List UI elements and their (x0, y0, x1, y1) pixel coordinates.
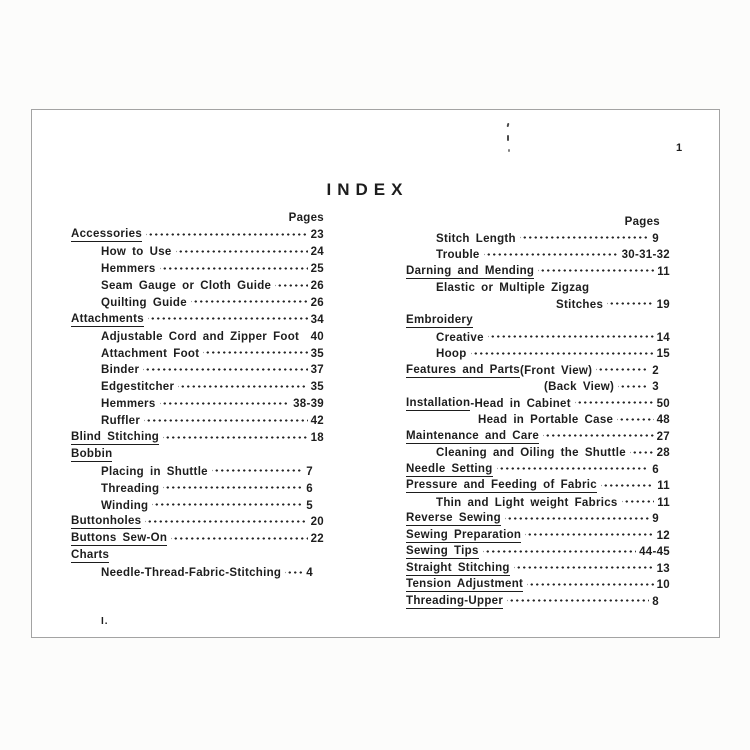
dot-leader (514, 565, 654, 570)
entry-label: Stitch Length (436, 232, 516, 245)
scanned-page (31, 109, 720, 638)
dot-leader (630, 450, 654, 455)
entry-label: Thin and Light weight Fabrics (436, 496, 618, 509)
index-entry (71, 244, 324, 261)
entry-label: Winding (101, 499, 149, 512)
dot-leader (617, 417, 653, 422)
dot-leader (163, 485, 303, 490)
index-entry (406, 231, 670, 248)
entry-page: 50 (656, 397, 670, 410)
entry-page: 5 (306, 499, 313, 512)
dot-leader (275, 283, 307, 288)
entry-label: Pressure and Feeding of Fabric (406, 479, 597, 492)
entry-label: Hemmers (101, 398, 156, 411)
entry-page: 2 (652, 364, 659, 377)
entry-label: Maintenance and Care (406, 429, 540, 442)
index-entry (406, 313, 670, 330)
scan-speck (507, 135, 509, 141)
dot-leader (622, 499, 655, 504)
index-entry (71, 531, 324, 548)
index-entry (71, 294, 324, 311)
entry-label: Embroidery (406, 314, 473, 327)
index-entry (406, 346, 670, 363)
entry-label: Seam Gauge or Cloth Guide (101, 280, 272, 292)
entry-page: 22 (310, 533, 324, 546)
entry-page: 37 (310, 364, 324, 377)
entry-page: 42 (310, 415, 324, 428)
index-entry (406, 577, 670, 594)
dot-leader (178, 384, 307, 389)
entry-page: 23 (310, 229, 324, 242)
entry-label: Creative (436, 331, 484, 344)
index-left-column (71, 210, 324, 582)
entry-label-suffix: (Front View) (519, 364, 593, 377)
entry-label: Adjustable Cord and Zipper Foot (101, 330, 300, 343)
entry-page: 11 (657, 265, 670, 278)
entry-label: Sewing Tips (406, 545, 479, 558)
dot-leader (543, 433, 654, 438)
entry-page: 19 (656, 298, 670, 311)
entry-label: Bobbin (71, 447, 113, 460)
entry-label: Charts (71, 549, 110, 562)
entry-label: Threading-Upper (406, 594, 504, 607)
dot-leader (146, 232, 308, 237)
dot-leader (497, 466, 650, 471)
dot-leader (601, 483, 654, 488)
entry-page: 48 (656, 414, 670, 427)
index-entry (406, 478, 670, 495)
dot-leader (520, 235, 649, 240)
entry-label: Binder (101, 364, 140, 377)
dot-leader (144, 418, 307, 423)
index-entry (71, 311, 324, 328)
page-number: 1 (676, 142, 683, 154)
entry-label: Stitches (556, 298, 604, 311)
entry-page: 6 (652, 463, 659, 476)
index-entry (406, 264, 670, 281)
dot-leader (176, 249, 308, 254)
entry-label: Installation (406, 396, 471, 409)
entry-label: Hoop (436, 348, 467, 361)
entry-page: 9 (652, 232, 659, 245)
index-entry (406, 594, 670, 611)
dot-leader (160, 266, 308, 271)
index-entry (71, 497, 324, 514)
page-title: INDEX (326, 180, 409, 199)
dot-leader (171, 536, 307, 541)
entry-page: 30-31-32 (621, 249, 670, 262)
entry-page: 26 (310, 296, 324, 309)
index-entry (71, 463, 324, 480)
index-entry (406, 396, 670, 413)
entry-label: Darning and Mending (406, 264, 535, 277)
scan-corner-mark: I. (101, 616, 109, 627)
entry-page: 11 (657, 480, 670, 493)
dot-leader (527, 582, 653, 587)
entry-page: 26 (310, 280, 324, 292)
entry-label: Hemmers (101, 263, 156, 276)
dot-leader (607, 301, 653, 306)
entry-page: 3 (652, 381, 659, 394)
dot-leader (145, 519, 307, 524)
entry-page: 35 (310, 347, 324, 360)
entry-page: 40 (310, 330, 324, 343)
entry-page: 15 (656, 348, 670, 361)
entry-page: 34 (310, 313, 324, 326)
index-right-column (406, 214, 670, 610)
entry-page: 44-45 (639, 546, 670, 559)
dot-leader (483, 549, 636, 554)
dot-leader (203, 350, 307, 355)
index-entry (71, 413, 324, 430)
entry-label: Threading (101, 482, 160, 495)
index-entry (71, 548, 324, 565)
entry-page: 38-39 (293, 398, 324, 411)
entry-page: 12 (656, 529, 670, 542)
index-entry (71, 480, 324, 497)
index-entry (406, 462, 670, 479)
entry-page: 13 (656, 562, 670, 575)
entry-label: Quilting Guide (101, 296, 187, 309)
pages-header-label: Pages (624, 216, 660, 229)
entry-label: Tension Adjustment (406, 578, 524, 591)
index-right-entries (406, 231, 670, 611)
entry-page: 14 (656, 331, 670, 344)
entry-label: Elastic or Multiple Zigzag (436, 282, 590, 295)
index-entry (406, 429, 670, 446)
entry-page: 11 (657, 496, 670, 509)
entry-page: 8 (652, 595, 659, 608)
index-entry (406, 330, 670, 347)
dot-leader (148, 316, 308, 321)
index-entry (406, 247, 670, 264)
entry-page: 24 (310, 246, 324, 259)
entry-page: 18 (310, 432, 324, 445)
pages-header-row (71, 210, 324, 227)
dot-leader (596, 367, 649, 372)
dot-leader (285, 570, 303, 575)
index-entry (71, 227, 324, 244)
entry-page: 9 (652, 513, 659, 526)
dot-leader (191, 299, 308, 304)
entry-page: 4 (306, 567, 313, 580)
index-entry (71, 362, 324, 379)
index-entry (406, 363, 670, 380)
dot-leader (152, 502, 303, 507)
dot-leader (488, 334, 654, 339)
pages-header-label: Pages (288, 212, 324, 225)
entry-label: (Back View) (544, 381, 615, 394)
index-entry (71, 345, 324, 362)
index-entry (406, 495, 670, 512)
index-entry (406, 544, 670, 561)
dot-leader (575, 400, 654, 405)
index-entry (406, 445, 670, 462)
dot-leader (538, 268, 654, 273)
index-entry (406, 561, 670, 578)
entry-label: Ruffler (101, 415, 141, 428)
entry-label: Straight Stitching (406, 561, 510, 574)
dot-leader (212, 468, 303, 473)
entry-page: 35 (310, 381, 324, 394)
entry-label: Sewing Preparation (406, 528, 522, 541)
index-entry (406, 511, 670, 528)
entry-label: Needle-Thread-Fabric-Stitching (101, 567, 282, 580)
entry-label: Buttons Sew-On (71, 532, 168, 545)
scan-speck (508, 149, 510, 152)
index-entry (71, 379, 324, 396)
index-entry (406, 297, 670, 314)
entry-label: Attachment Foot (101, 347, 200, 360)
index-entry (71, 446, 324, 463)
dot-leader (505, 516, 649, 521)
index-entry (406, 412, 670, 429)
entry-label: Attachments (71, 312, 144, 325)
entry-label: How to Use (101, 246, 172, 259)
entry-page: 25 (310, 263, 324, 276)
dot-leader (160, 401, 291, 406)
entry-label-suffix: -Head in Cabinet (470, 397, 571, 410)
scan-speck (507, 123, 510, 127)
index-left-entries (71, 227, 324, 582)
entry-label: Trouble (436, 249, 480, 262)
dot-leader (163, 435, 307, 440)
entry-page: 6 (306, 482, 313, 495)
entry-label: Reverse Sewing (406, 512, 501, 525)
index-entry (71, 565, 324, 582)
entry-label: Buttonholes (71, 515, 142, 528)
entry-page: 28 (656, 447, 670, 460)
index-entry (406, 280, 670, 297)
entry-label: Cleaning and Oiling the Shuttle (436, 447, 626, 460)
entry-page: 20 (310, 516, 324, 529)
dot-leader (143, 367, 307, 372)
index-entry (71, 261, 324, 278)
index-entry (406, 379, 670, 396)
entry-label: Head in Portable Case (478, 414, 614, 427)
dot-leader (471, 351, 654, 356)
dot-leader (484, 252, 619, 257)
entry-page: 10 (656, 579, 670, 592)
entry-label: Placing in Shuttle (101, 465, 208, 478)
entry-page: 27 (656, 430, 670, 443)
index-entry (71, 278, 324, 295)
index-entry (71, 396, 324, 413)
entry-label: Features and Parts (406, 363, 520, 376)
entry-label: Blind Stitching (71, 431, 160, 444)
dot-leader (618, 384, 649, 389)
index-entry (71, 430, 324, 447)
pages-header-row (406, 214, 670, 231)
entry-label: Accessories (71, 228, 143, 241)
entry-label: Needle Setting (406, 462, 493, 475)
index-entry (71, 514, 324, 531)
index-entry (406, 528, 670, 545)
dot-leader (525, 532, 653, 537)
dot-leader (507, 598, 649, 603)
entry-page: 7 (306, 465, 313, 478)
entry-label: Edgestitcher (101, 381, 175, 394)
index-entry (71, 328, 324, 345)
